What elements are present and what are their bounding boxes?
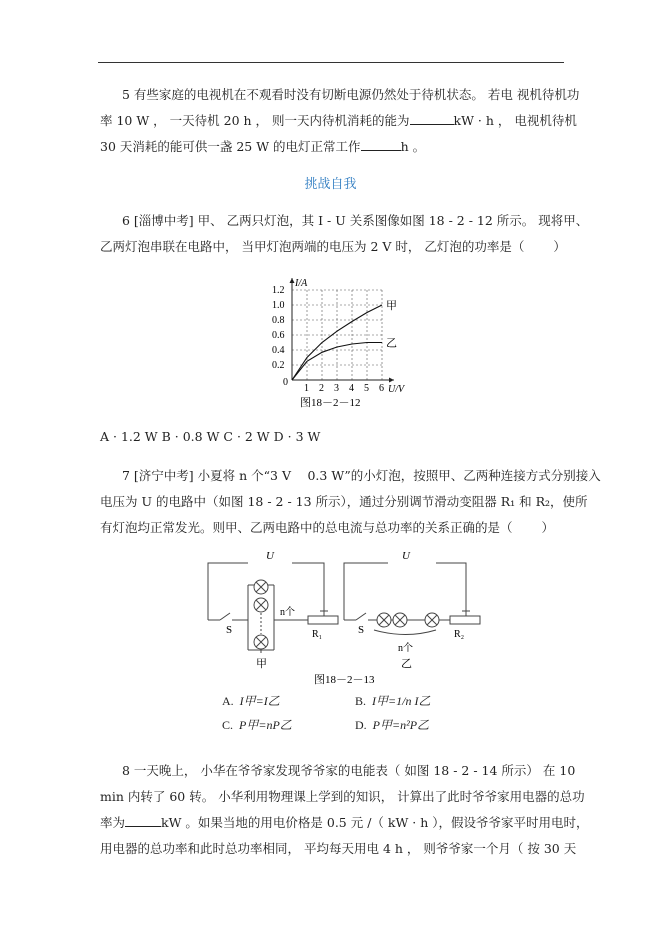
q5-text-2a: 率 10 W ， 一天待机 20 h ， 则一天内待机消耗的能为 [100,113,410,128]
q6-options [100,424,562,450]
circuit-figure [196,545,496,691]
q6-options-text: A · 1.2 W B · 0.8 W C · 2 W D · 3 W [100,429,321,444]
series-label-1: 甲 [386,299,397,312]
option-letter: B. [355,694,367,708]
option-d-text: P甲=n²P乙 [372,718,430,732]
q7-line-3: 有灯泡均正常发光。则甲、乙两电路中的总电流与总功率的关系正确的是（ ） [100,520,554,535]
series-label-2: 乙 [386,336,397,350]
y-tick-label: 0.6 [272,330,285,341]
q7-options-row-1 [222,692,485,716]
x-tick-label: 4 [349,383,354,394]
answer-blank [125,814,161,827]
lamp-icon [254,580,268,649]
left-switch-label: S [226,624,233,636]
question-6 [100,208,589,260]
q8-line-3 [100,810,589,836]
iu-chart [262,276,422,416]
right-switch-label: S [358,624,365,636]
lamp-icon [377,613,439,627]
option-c-text: P甲=nP乙 [239,718,292,732]
x-tick-label: 3 [334,383,339,394]
q7-options [222,692,485,740]
q7-options-row-2 [222,716,485,740]
right-voltage-label: U [402,550,410,562]
y-tick-label: 0.4 [272,345,285,356]
section-heading: 挑战自我 [304,177,357,192]
q8-line-1: 8 一天晚上， 小华在爷爷家发现爷爷家的电能表（ 如图 18 - 2 - 14 所示） 在 10 [122,763,576,778]
right-rheostat-label: R₂ [454,629,465,640]
q5-text-2b: kW · h ， 电视机待机 [453,113,577,128]
x-tick-label: 6 [379,383,384,394]
header-rule [98,62,564,63]
q5-line-3 [100,134,562,160]
option-d [355,716,485,733]
option-letter: D. [355,718,367,732]
x-tick-label: 1 [304,383,309,394]
q8-text-3a: 率为 [100,815,126,830]
x-tick-label: 2 [319,383,324,394]
y-tick-label: 1.0 [272,300,285,311]
y-tick-label: 0.2 [272,360,285,371]
option-b [355,692,485,709]
q8-line-2: min 内转了 60 转。 小华利用物理课上学到的知识， 计算出了此时爷爷家用电器的总功 [100,789,585,804]
option-letter: C. [222,718,234,732]
x-axis-label: U/V [388,384,405,395]
figure-caption: 图18－2－13 [314,674,375,686]
x-axis-arrow [389,378,394,383]
left-circuit-label: 甲 [256,658,267,670]
answer-blank [410,112,454,125]
q6-line-1: 6 [淄博中考] 甲、 乙两只灯泡，其 I - U 关系图像如图 18 - 2 - 12 所示。 现将甲、 [122,213,589,228]
q5-line-2 [100,108,577,134]
answer-blank [361,138,401,151]
q7-line-1: 7 [济宁中考] 小夏将 n 个“3 V 0.3 W”的小灯泡，按照甲、乙两种连接方式分别接入 [122,468,601,483]
q5-text-3a: 30 天消耗的能可供一盏 25 W 的电灯正常工作 [100,139,361,154]
right-n-label: n个 [398,643,413,654]
chart-caption: 图18－2－12 [300,397,361,409]
y-tick-label: 0.8 [272,315,285,326]
q8-text-3b: kW 。如果当地的用电价格是 0.5 元 /（ kW · h ），假设爷爷家平时用电时， [161,815,589,830]
option-c [222,716,352,733]
left-voltage-label: U [266,550,274,562]
y-axis-label: I/A [295,278,308,289]
y-tick-label: 1.2 [272,285,285,296]
x-tick-label: 5 [364,383,369,394]
y-axis-arrow [290,278,295,283]
option-a-text: I甲=I乙 [239,694,280,708]
origin-label: 0 [283,377,288,388]
option-letter: A. [222,694,234,708]
left-n-label: n个 [280,607,295,618]
q6-line-2: 乙两灯泡串联在电路中， 当甲灯泡两端的电压为 2 V 时， 乙灯泡的功率是（ ） [100,239,566,254]
question-8 [100,758,589,862]
question-7 [100,463,601,541]
left-rheostat-label: R₁ [312,629,323,640]
q5-text-3b: h 。 [400,139,426,154]
option-a [222,692,352,709]
option-b-text: I甲=1/n I乙 [372,694,431,708]
q5-line-1: 5 有些家庭的电视机在不观看时没有切断电源仍然处于待机状态。 若电 视机待机功 [122,87,580,102]
question-5 [100,82,580,160]
q8-line-4: 用电器的总功率和此时总功率相同， 平均每天用电 4 h ， 则爷爷家一个月（ 按 30 天 [100,841,577,856]
right-circuit-label: 乙 [401,658,412,670]
q7-line-2: 电压为 U 的电路中（如图 18 - 2 - 13 所示），通过分别调节滑动变阻器 R₁ 和 R₂，使所 [100,494,588,509]
circuit-series [344,563,480,635]
